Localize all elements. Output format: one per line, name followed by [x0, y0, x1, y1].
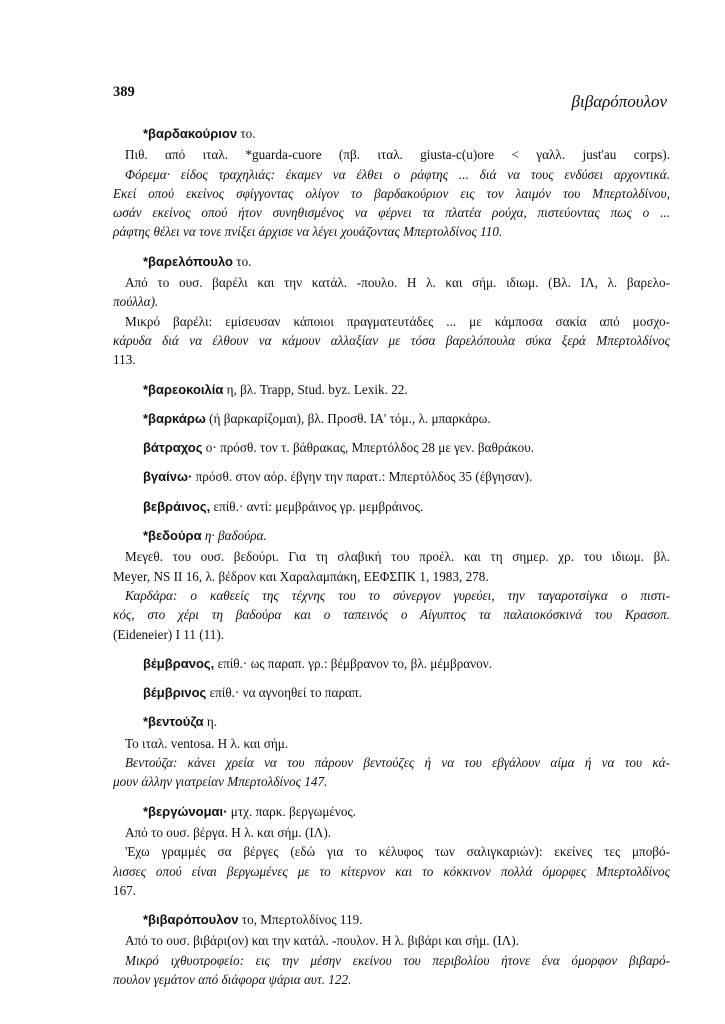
- headword: *βεργώνομαι·: [143, 803, 228, 819]
- entry-line: ωσάν εκείνος οπού ήτον συνηθισμένος να φέρνει τα πλατέα ρούχα, πιστεύοντας πως ο ...: [113, 205, 670, 221]
- entry-vardakourion: [113, 124, 670, 242]
- entry-vatrachos: [113, 438, 670, 457]
- entry-line: πούλλα).: [113, 294, 159, 310]
- headword-gram: (ή βαρκαρίζομαι), βλ. Προσθ. ΙΑ' τόμ., λ. μπαρκάρω.: [205, 410, 491, 426]
- headword: *βεδούρα: [143, 528, 202, 544]
- entry-vergonomai: [113, 802, 670, 900]
- headword: *βιβαρόπουλον: [143, 912, 239, 928]
- entry-line: Από το ουσ. βέργα. Η λ. και σήμ. (ΙΛ).: [125, 824, 332, 840]
- entry-ventouza: [113, 712, 670, 791]
- headword-gram: το.: [232, 253, 252, 269]
- entry-line: Το ιταλ. ventosa. Η λ. και σήμ.: [125, 735, 289, 751]
- entry-line: Meyer, NS II 16, λ. βέδρον και Χαραλαμπάκη, ΕΕΦΣΠΚ 1, 1983, 278.: [113, 568, 489, 584]
- headword-gram: η.: [203, 714, 218, 730]
- entry-vedoura: [113, 526, 670, 644]
- entry-vareokoilia: [113, 380, 670, 399]
- headword-gram: το, Μπερτολδίνος 119.: [238, 912, 363, 928]
- headword: βάτραχος: [143, 440, 203, 456]
- entry-varelopoulo: [113, 252, 670, 370]
- headword: βέμβρανος,: [143, 655, 215, 671]
- entries-column: [113, 124, 670, 989]
- entry-varkaro: [113, 409, 670, 428]
- entry-line: πουλον γεμάτον από διάφορα ψάρια αυτ. 122.: [113, 971, 352, 987]
- headword-gram: επίθ.· ως παραπ. γρ.: βέμβρανον το, βλ. μέμβρανον.: [214, 655, 492, 671]
- entry-line: ράφτης θέλει να τονε πνίξει άρχισε να λέγει χουάζοντας Μπερτολδίνος 110.: [113, 224, 503, 240]
- headword-gram: η, βλ. Trapp, Stud. byz. Lexik. 22.: [223, 381, 408, 397]
- entry-line: Πιθ. από ιταλ. *guarda-cuore (πβ. ιταλ. giusta-c(u)ore < γαλλ. just'au corps).: [125, 147, 670, 163]
- entry-line: μουν άλλην γιατρείαν Μπερτολδίνος 147.: [113, 774, 328, 790]
- headword: βέμβρινος: [143, 685, 207, 701]
- entry-line: 'Εχω γραμμές σα βέργες (εδώ για το κέλυφος των σαλιγκαριών): εκείνες τες μποβό-: [125, 844, 670, 860]
- headword: βεβράινος,: [143, 498, 211, 514]
- entry-line: λισσες οπού είναι βεργωμένες με το κίτερνον και το κόκκινον πολλά όμορφες Μπερτολδίνος: [113, 863, 670, 879]
- headword-gram: ο· πρόσθ. τον τ. βάθρακας, Μπερτόλδος 28 με γεν. βαθράκου.: [202, 440, 535, 456]
- headword-gram: μτχ. παρκ. βεργωμένος.: [227, 803, 357, 819]
- entry-line: Βεντούζα: κάνει χρεία να του πάρουν βεντούζες ή να του εβγάλουν αίμα ή να του κά-: [125, 755, 670, 771]
- entry-line: Μικρό βαρέλι: εμίσευσαν κάποιοι πραγματευτάδες ... με κάμποσα σακία από μοσχο-: [125, 313, 670, 329]
- entry-vivaropoulon: [113, 910, 670, 989]
- headword: *βαρδακούριον: [143, 126, 238, 141]
- entry-line: Μεγεθ. του ουσ. βεδούρι. Για τη σλαβική του προέλ. και τη σημερ. χρ. του ιδιωμ. βλ.: [125, 549, 670, 565]
- entry-line: κάρυδα διά να έλθουν να κάμουν αλλαξίαν με τόσα βαρελόπουλα σύκα ξερά Μπερτολδίνος: [113, 332, 670, 348]
- entry-line: Καρδάρα: ο καθεείς της τέχνης του το σύνεργον γυρεύει, την ταγαροτσίγκα ο πιστι-: [125, 587, 670, 603]
- entry-vevrainos: [113, 497, 670, 516]
- entry-vemvranos: [113, 654, 670, 673]
- entry-line: (Eideneier) I 11 (11).: [113, 626, 225, 642]
- entry-vemvrinos: [113, 683, 670, 702]
- entry-line: κός, στο χέρι τη βαδούρα και ο ταπεινός ο Αίγυπτος τα παλαιοκόσκινά του Κρασοπ.: [113, 607, 670, 623]
- entry-line: Εκεί οπού εκείνος σφίγγοντας ολίγον το βαρδακούριον εις τον λαιμόν του Μπερτολδίνου,: [113, 185, 670, 201]
- headword-gram: πρόσθ. στον αόρ. έβγην την παρατ.: Μπερτόλδος 35 (έβγησαν).: [192, 469, 533, 485]
- headword: *βεντούζα: [143, 714, 204, 730]
- headword: βγαίνω·: [143, 469, 193, 485]
- entry-line: Από το ουσ. βιβάρι(ον) και την κατάλ. -πουλον. Η λ. βιβάρι και σήμ. (ΙΛ).: [125, 933, 519, 949]
- headword: *βαρελόπουλο: [143, 253, 233, 269]
- running-head: βιβαρόπουλον: [571, 92, 667, 111]
- headword: *βαρεοκοιλία: [143, 381, 224, 397]
- headword-gram: επίθ.· να αγνοηθεί το παραπ.: [206, 685, 362, 701]
- entry-line: 167.: [113, 882, 137, 898]
- entry-line: Φόρεμα· είδος τραχηλιάς: έκαμεν να έλθει ο ράφτης ... διά να τους ενδύσει αρχοντικά.: [125, 166, 670, 182]
- entry-line: Από το ουσ. βαρέλι και την κατάλ. -πουλο. Η λ. και σήμ. ιδιωμ. (Βλ. ΙΛ, λ. βαρελο-: [125, 275, 670, 291]
- entry-line: 113.: [113, 352, 136, 368]
- entry-line: Μικρό ιχθυοτροφείο: εις την μέσην εκείνου του περιβολίου ήτονε ένα όμορφον βιβαρό-: [125, 952, 670, 968]
- headword-gram: η· βαδούρα.: [201, 528, 267, 544]
- headword-gram: το.: [237, 126, 256, 141]
- headword: *βαρκάρω: [143, 410, 206, 426]
- entry-vgaino: [113, 467, 670, 486]
- headword-gram: επίθ.· αντί: μεμβράινος γρ. μεμβράινος.: [210, 498, 424, 514]
- page-number: 389: [113, 84, 135, 100]
